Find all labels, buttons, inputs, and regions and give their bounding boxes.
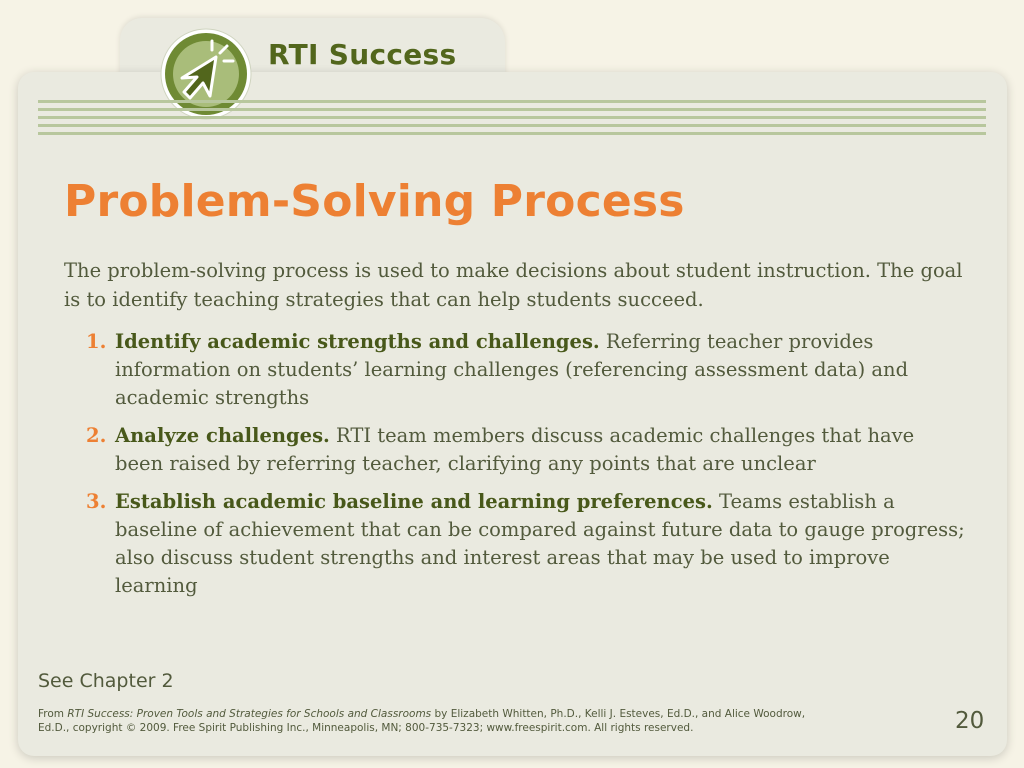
list-item (86, 488, 966, 600)
step-heading: Establish academic baseline and learning preferences. (115, 490, 713, 513)
step-text: Teams establish a baseline of achievement that can be compared against future data to gauge progress; also discuss student strengths and interest areas that may be used to improve learning (115, 490, 965, 597)
step-number: 2. (86, 424, 107, 447)
list-item (86, 328, 966, 412)
page-number: 20 (955, 708, 985, 734)
page-title: Problem-Solving Process (64, 176, 685, 227)
brand-title: RTI Success (268, 38, 457, 71)
source-details: by Elizabeth Whitten, Ph.D., Kelli J. Esteves, Ed.D., and Alice Woodrow, Ed.D., copyright © 2009. Free Spirit Publishing Inc., Minneapolis, MN; 800-735-7323; www.freespirit.com. All rights reserved. (38, 708, 806, 734)
header-stripes (38, 100, 986, 138)
intro-text: The problem-solving process is used to make decisions about student instruction. The goal is to identify teaching strategies that can help students succeed. (64, 259, 963, 311)
source-prefix: From (38, 708, 68, 720)
steps-list (86, 328, 966, 610)
step-text: RTI team members discuss academic challenges that have been raised by referring teacher, clarifying any points that are unclear (115, 424, 915, 475)
step-heading: Analyze challenges. (115, 424, 330, 447)
step-text: Referring teacher provides information on students’ learning challenges (referencing assessment data) and academic strengths (115, 330, 909, 409)
step-heading: Identify academic strengths and challenges. (115, 330, 600, 353)
see-chapter-note: See Chapter 2 (38, 670, 174, 692)
step-number: 1. (86, 330, 107, 353)
source-citation (38, 707, 818, 735)
source-book-title: RTI Success: Proven Tools and Strategies for Schools and Classrooms (67, 708, 432, 720)
step-number: 3. (86, 490, 107, 513)
list-item (86, 422, 966, 478)
